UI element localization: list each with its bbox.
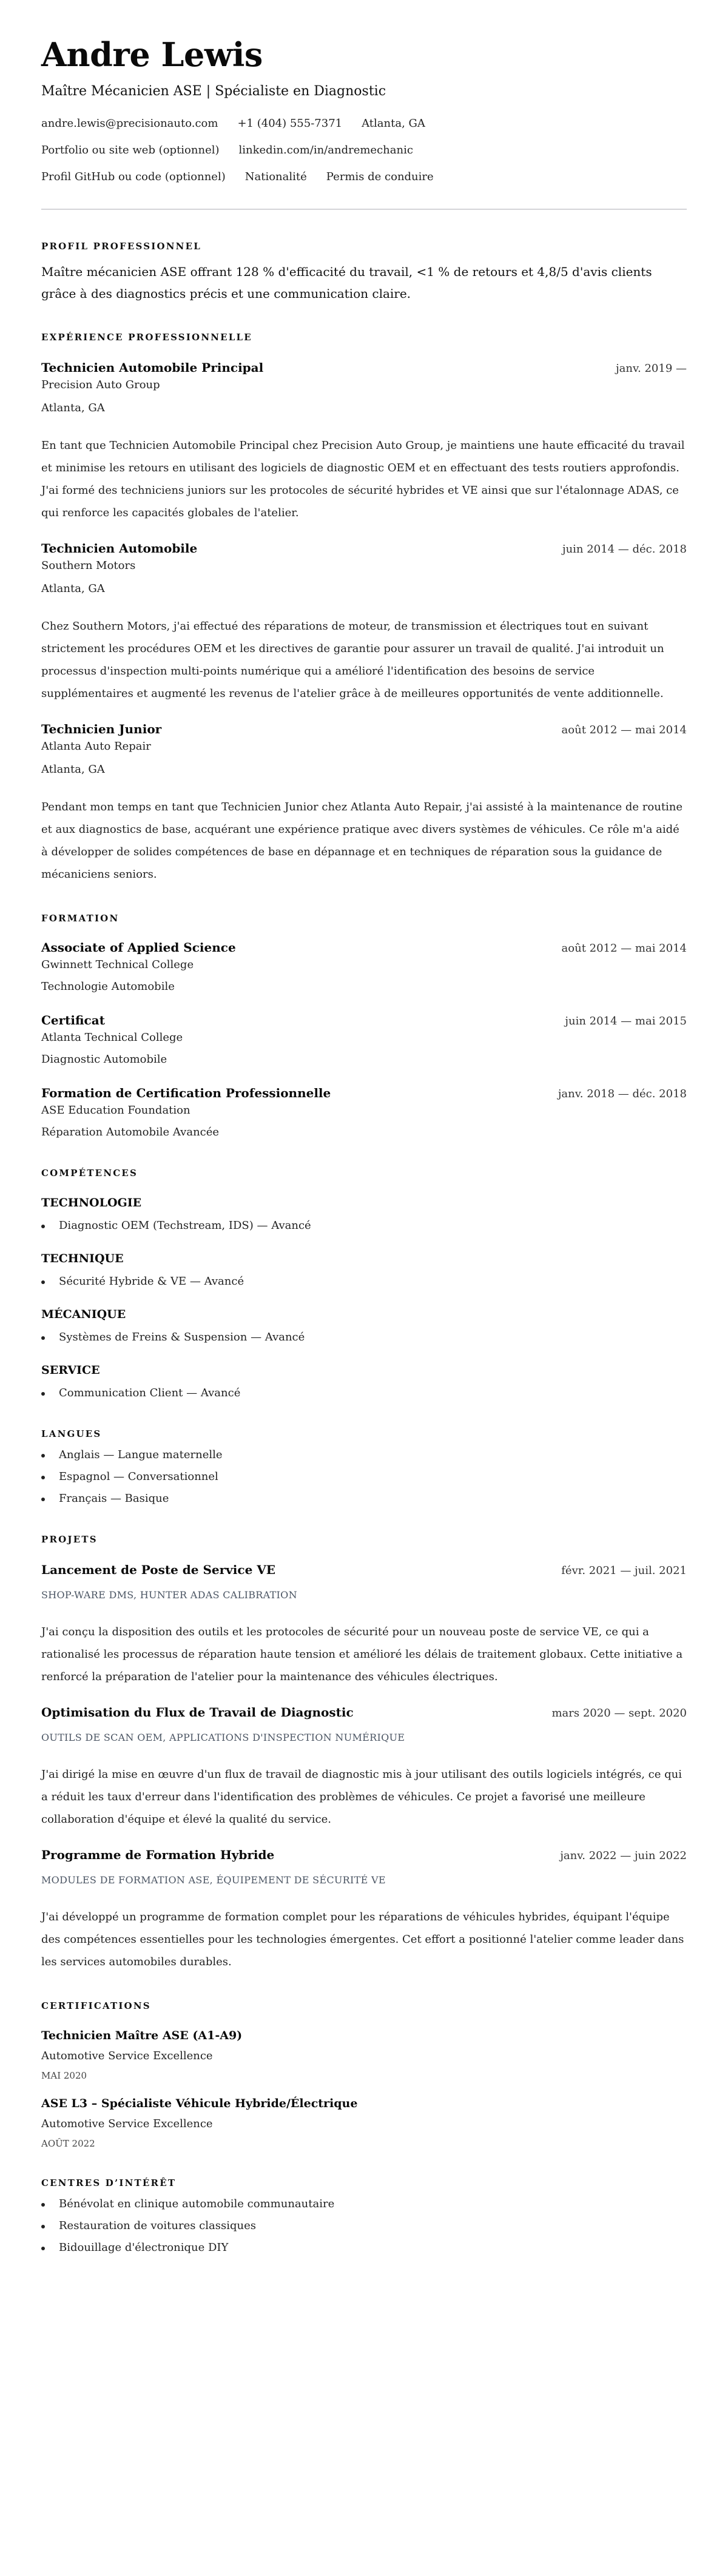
section-interests [41, 2177, 687, 2256]
bullet-icon [41, 2225, 45, 2228]
skill-category: TECHNOLOGIE [41, 1196, 142, 1209]
contact-phone[interactable]: +1 (404) 555-7371 [237, 117, 343, 130]
bullet-icon [41, 2203, 45, 2207]
school-name: Atlanta Technical College [41, 1031, 183, 1044]
experience-item [41, 721, 687, 886]
section-title-projects: PROJETS [41, 1534, 98, 1545]
candidate-headline: Maître Mécanicien ASE | Spécialiste en Diagnostic [41, 84, 386, 99]
skill-group [41, 1362, 687, 1401]
degree-title: Formation de Certification Professionnelle [41, 1086, 331, 1100]
job-description: En tant que Technicien Automobile Principal chez Precision Auto Group, je maintiens une haute efficacité du travail et minimise les retours en utilisant des logiciels de diagnostic OEM et en effectuant des tests routiers approfondis. J'ai formé des techniciens juniors sur les protocoles de sécurité hybrides et VE ainsi que sur l'étalonnage ADAS, ce qui renforce les capacités globales de l'atelier. [41, 439, 685, 519]
bullet-icon [41, 1280, 45, 1284]
skill-category: SERVICE [41, 1364, 100, 1377]
skill-item [41, 1274, 687, 1290]
language-item [41, 1491, 687, 1507]
certification-name: Technicien Maître ASE (A1-A9) [41, 2029, 243, 2042]
section-certifications [41, 2000, 687, 2150]
certification-date: AOÛT 2022 [41, 2138, 95, 2149]
certification-issuer: Automotive Service Excellence [41, 2050, 213, 2062]
job-location: Atlanta, GA [41, 763, 105, 776]
certification-date: MAI 2020 [41, 2070, 87, 2081]
bullet-icon [41, 1392, 45, 1396]
job-title: Technicien Junior [41, 722, 162, 736]
language-label: Français — Basique [59, 1492, 169, 1505]
bullet-icon [41, 1498, 45, 1501]
school-name: ASE Education Foundation [41, 1104, 190, 1117]
section-title-education: FORMATION [41, 913, 120, 924]
resume-header [41, 35, 687, 210]
contact-row-links [41, 143, 687, 158]
degree-title: Certificat [41, 1013, 105, 1027]
project-description: J'ai conçu la disposition des outils et les protocoles de sécurité pour un nouveau poste de service VE, ce qui a rationalisé les processus de réparation haute tension et amélioré les délais de traitement globaux. Cette initiative a renforcé la préparation de l'atelier pour la maintenance des véhicules électriques. [41, 1626, 683, 1683]
language-item [41, 1469, 687, 1485]
skill-group [41, 1306, 687, 1345]
section-education [41, 912, 687, 1140]
section-skills [41, 1167, 687, 1401]
language-item [41, 1447, 687, 1463]
project-item [41, 1704, 687, 1831]
experience-item [41, 540, 687, 705]
field-of-study: Réparation Automobile Avancée [41, 1126, 220, 1138]
bullet-icon [41, 1336, 45, 1340]
project-tech-stack: OUTILS DE SCAN OEM, APPLICATIONS D'INSPECTION NUMÉRIQUE [41, 1732, 405, 1743]
certification-item [41, 2028, 687, 2082]
skill-item [41, 1218, 687, 1234]
contact-github[interactable]: Profil GitHub ou code (optionnel) [41, 170, 226, 183]
job-dates: janv. 2019 — [616, 362, 687, 375]
interest-label: Bidouillage d'électronique DIY [59, 2241, 229, 2254]
job-company: Atlanta Auto Repair [41, 740, 151, 753]
bullet-icon [41, 1225, 45, 1228]
job-dates: août 2012 — mai 2014 [561, 724, 687, 736]
education-dates: juin 2014 — mai 2015 [565, 1015, 687, 1027]
job-location: Atlanta, GA [41, 402, 105, 414]
degree-title: Associate of Applied Science [41, 940, 236, 955]
job-description: Chez Southern Motors, j'ai effectué des réparations de moteur, de transmission et électriques tout en suivant strictement les procédures OEM et les directives de garantie pour assurer un travail de qualité. J'ai introduit un processus d'inspection multi-points numérique qui a amélioré l'identification des besoins de service supplémentaires et augmenté les revenus de l'atelier grâce à de meilleures opportunités de vente additionnelle. [41, 620, 664, 700]
project-dates: mars 2020 — sept. 2020 [551, 1707, 687, 1720]
contact-row-primary [41, 116, 687, 131]
skill-item [41, 1330, 687, 1345]
section-title-experience: EXPÉRIENCE PROFESSIONNELLE [41, 332, 252, 343]
education-item [41, 939, 687, 995]
contact-location: Atlanta, GA [362, 117, 425, 130]
project-tech-stack: MODULES DE FORMATION ASE, ÉQUIPEMENT DE SÉCURITÉ VE [41, 1874, 386, 1886]
contact-row-extra [41, 170, 687, 184]
project-dates: janv. 2022 — juin 2022 [560, 1849, 687, 1862]
project-item [41, 1846, 687, 1973]
section-title-certifications: CERTIFICATIONS [41, 2000, 151, 2011]
project-description: J'ai développé un programme de formation complet pour les réparations de véhicules hybrides, équipant l'équipe des compétences essentielles pour les technologies émergentes. Cet effort a positionné l'atelier comme leader dans les services automobiles durables. [41, 1911, 684, 1968]
certification-name: ASE L3 – Spécialiste Véhicule Hybride/Électrique [41, 2097, 358, 2110]
job-title: Technicien Automobile Principal [41, 360, 264, 375]
project-title: Programme de Formation Hybride [41, 1848, 275, 1862]
skill-group [41, 1251, 687, 1290]
project-title: Optimisation du Flux de Travail de Diagnostic [41, 1705, 354, 1720]
summary-text: Maître mécanicien ASE offrant 128 % d'efficacité du travail, <1 % de retours et 4,8/5 d'avis clients grâce à des diagnostics précis et une communication claire. [41, 264, 652, 301]
section-title-interests: CENTRES D’INTÉRÊT [41, 2177, 177, 2188]
experience-item [41, 359, 687, 524]
interest-label: Restauration de voitures classiques [59, 2219, 256, 2232]
bullet-icon [41, 1476, 45, 1479]
education-dates: août 2012 — mai 2014 [561, 942, 687, 955]
contact-email[interactable]: andre.lewis@precisionauto.com [41, 117, 218, 130]
job-location: Atlanta, GA [41, 582, 105, 595]
language-label: Anglais — Langue maternelle [59, 1448, 223, 1461]
interest-item [41, 2240, 687, 2256]
project-tech-stack: SHOP-WARE DMS, HUNTER ADAS CALIBRATION [41, 1589, 297, 1601]
interest-item [41, 2196, 687, 2212]
section-title-summary: PROFIL PROFESSIONNEL [41, 241, 201, 252]
section-experience [41, 331, 687, 886]
section-summary [41, 240, 687, 304]
field-of-study: Technologie Automobile [41, 980, 175, 993]
project-description: J'ai dirigé la mise en œuvre d'un flux de travail de diagnostic mis à jour utilisant des outils logiciels intégrés, ce qui a réduit les taux d'erreur dans l'identification des problèmes de véhicules. Ce projet a favorisé une meilleure collaboration d'équipe et élevé la qualité du service. [41, 1768, 682, 1826]
job-company: Southern Motors [41, 559, 136, 572]
school-name: Gwinnett Technical College [41, 958, 194, 971]
skill-label: Sécurité Hybride & VE — Avancé [59, 1275, 244, 1288]
skill-label: Systèmes de Freins & Suspension — Avancé [59, 1331, 305, 1343]
project-dates: févr. 2021 — juil. 2021 [561, 1564, 687, 1577]
skill-category: TECHNIQUE [41, 1252, 124, 1265]
education-item [41, 1085, 687, 1140]
education-dates: janv. 2018 — déc. 2018 [558, 1088, 687, 1100]
skill-group [41, 1195, 687, 1234]
contact-portfolio[interactable]: Portfolio ou site web (optionnel) [41, 144, 220, 156]
candidate-name: Andre Lewis [41, 35, 263, 74]
skill-label: Communication Client — Avancé [59, 1387, 241, 1399]
interest-item [41, 2218, 687, 2234]
section-languages [41, 1428, 687, 1507]
certification-issuer: Automotive Service Excellence [41, 2117, 213, 2130]
job-description: Pendant mon temps en tant que Technicien Junior chez Atlanta Auto Repair, j'ai assisté à la maintenance de routine et aux diagnostics de base, acquérant une expérience pratique avec divers systèmes de véhicules. Ce rôle m'a aidé à développer de solides compétences de base en dépannage et en techniques de réparation sous la guidance de mécaniciens seniors. [41, 801, 683, 881]
project-item [41, 1561, 687, 1688]
contact-nationality: Nationalité [244, 170, 307, 183]
field-of-study: Diagnostic Automobile [41, 1053, 167, 1066]
section-title-languages: LANGUES [41, 1428, 102, 1439]
certification-item [41, 2096, 687, 2150]
language-label: Espagnol — Conversationnel [59, 1470, 218, 1483]
skill-category: MÉCANIQUE [41, 1308, 126, 1321]
contact-driving-license: Permis de conduire [326, 170, 434, 183]
interest-label: Bénévolat en clinique automobile communautaire [59, 2198, 335, 2210]
project-title: Lancement de Poste de Service VE [41, 1562, 276, 1577]
section-projects [41, 1533, 687, 1973]
job-company: Precision Auto Group [41, 378, 160, 391]
contact-linkedin[interactable]: linkedin.com/in/andremechanic [238, 144, 413, 156]
skill-label: Diagnostic OEM (Techstream, IDS) — Avancé [59, 1219, 311, 1232]
skill-item [41, 1385, 687, 1401]
education-item [41, 1012, 687, 1068]
section-title-skills: COMPÉTENCES [41, 1168, 138, 1179]
header-divider [41, 209, 687, 210]
job-title: Technicien Automobile [41, 541, 198, 556]
bullet-icon [41, 1454, 45, 1458]
job-dates: juin 2014 — déc. 2018 [562, 543, 687, 556]
bullet-icon [41, 2247, 45, 2250]
